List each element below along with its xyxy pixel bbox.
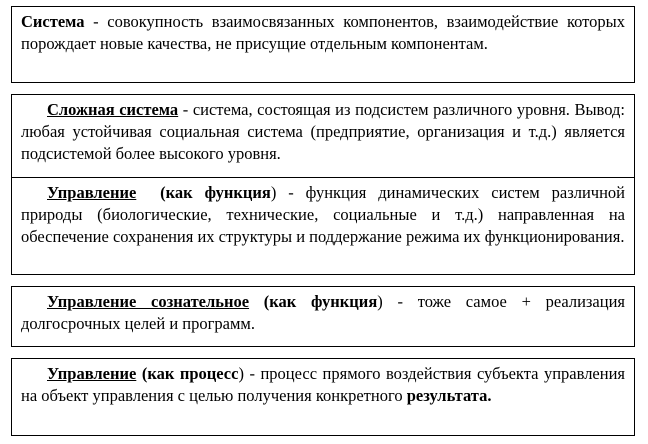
definition-term: Управление сознательное bbox=[47, 292, 250, 311]
definition-text bbox=[21, 11, 625, 55]
definition-term: Управление bbox=[47, 183, 137, 202]
definition-box-system bbox=[11, 6, 635, 83]
definition-body: - процесс прямого воздействия субъекта управления на объект управления с целью получения конкретного bbox=[21, 364, 626, 405]
definition-body: - система, состоящая из подсистем различного уровня. Вывод: любая устойчивая социальная система (предприятие, организация и т.д.) является подсистемой более высокого уровня. bbox=[21, 100, 625, 163]
definition-text bbox=[21, 363, 625, 407]
definition-text bbox=[21, 99, 625, 165]
definition-box-conscious-management bbox=[11, 286, 635, 347]
definition-qualifier-end: ) bbox=[270, 183, 277, 202]
definition-text bbox=[21, 291, 625, 335]
definition-qualifier: (как процесс bbox=[141, 364, 239, 383]
definition-box-management-process bbox=[11, 358, 635, 436]
definition-box-complex-system bbox=[11, 94, 635, 178]
definition-term: Управление bbox=[47, 364, 137, 383]
definition-body: - функция динамических систем различной природы (биологические, технические, социальные и т.д.) направленная на обеспечение сохранения их структуры и поддержание режима их функционирования. bbox=[21, 183, 626, 246]
definition-gap bbox=[249, 292, 264, 311]
definition-body-bold: результата. bbox=[406, 386, 492, 405]
definition-box-management-function bbox=[11, 178, 635, 275]
definition-qualifier-end: ) bbox=[238, 364, 244, 383]
definition-body: - совокупность взаимосвязанных компонентов, взаимодействие которых порождает новые качества, не присущие отдельным компонентам. bbox=[21, 12, 625, 53]
definition-qualifier: (как функция bbox=[160, 183, 271, 202]
definition-term: Система bbox=[21, 12, 85, 31]
definition-term: Сложная система bbox=[47, 100, 179, 119]
definition-gap bbox=[136, 183, 160, 202]
definition-qualifier: (как функция bbox=[263, 292, 378, 311]
definition-body: - тоже самое + реализация долгосрочных целей и программ. bbox=[21, 292, 626, 333]
definition-qualifier-end: ) bbox=[377, 292, 383, 311]
definition-text bbox=[21, 182, 625, 248]
